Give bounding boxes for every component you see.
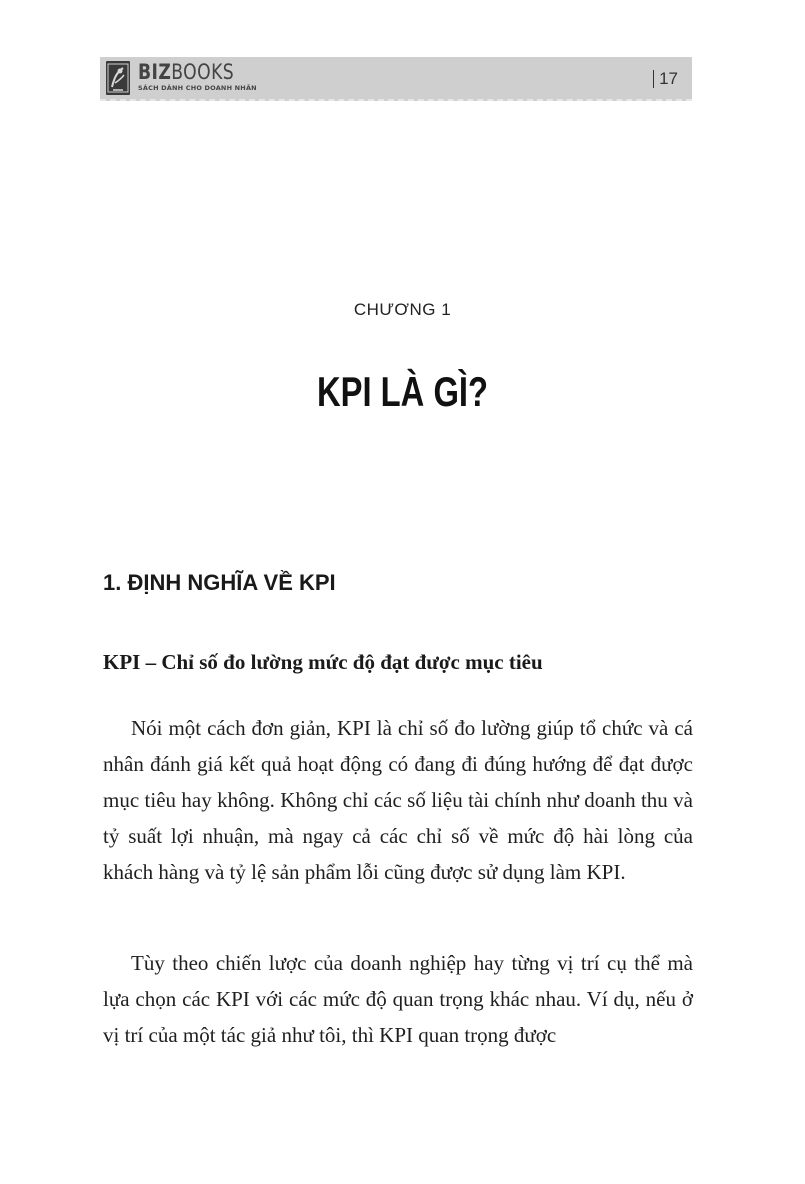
section-heading: 1. ĐỊNH NGHĨA VỀ KPI xyxy=(103,570,336,595)
brand-name xyxy=(138,61,234,83)
body-paragraph: Tùy theo chiến lược của doanh nghiệp hay từng vị trí cụ thể mà lựa chọn các KPI với các mức độ quan trọng khác nhau. Ví dụ, nếu ở vị trí của một tác giả như tôi, thì KPI quan trọng được xyxy=(103,951,693,1047)
chapter-label: CHƯƠNG 1 xyxy=(353,300,452,319)
page-number-value: 17 xyxy=(659,69,678,88)
page-number-separator xyxy=(653,70,654,88)
brand-name-light: BOOKS xyxy=(171,60,235,84)
bizbooks-logo-icon xyxy=(106,61,130,95)
chapter-title: KPI LÀ GÌ? xyxy=(316,368,489,415)
brand-tagline: SÁCH DÀNH CHO DOANH NHÂN xyxy=(138,84,257,92)
body-paragraph: Nói một cách đơn giản, KPI là chỉ số đo lường giúp tổ chức và cá nhân đánh giá kết quả hoạt động có đang đi đúng hướng để đạt được mục tiêu hay không. Không chỉ các số liệu tài chính như doanh thu và tỷ suất lợi nhuận, mà ngay cả các chỉ số về mức độ hài lòng của khách hàng và tỷ lệ sản phẩm lỗi cũng được sử dụng làm KPI. xyxy=(103,716,693,884)
page-number xyxy=(653,69,678,89)
subsection-heading: KPI – Chỉ số đo lường mức độ đạt được mục tiêu xyxy=(103,650,543,674)
brand-name-bold: BIZ xyxy=(138,60,172,84)
running-header xyxy=(100,57,692,101)
